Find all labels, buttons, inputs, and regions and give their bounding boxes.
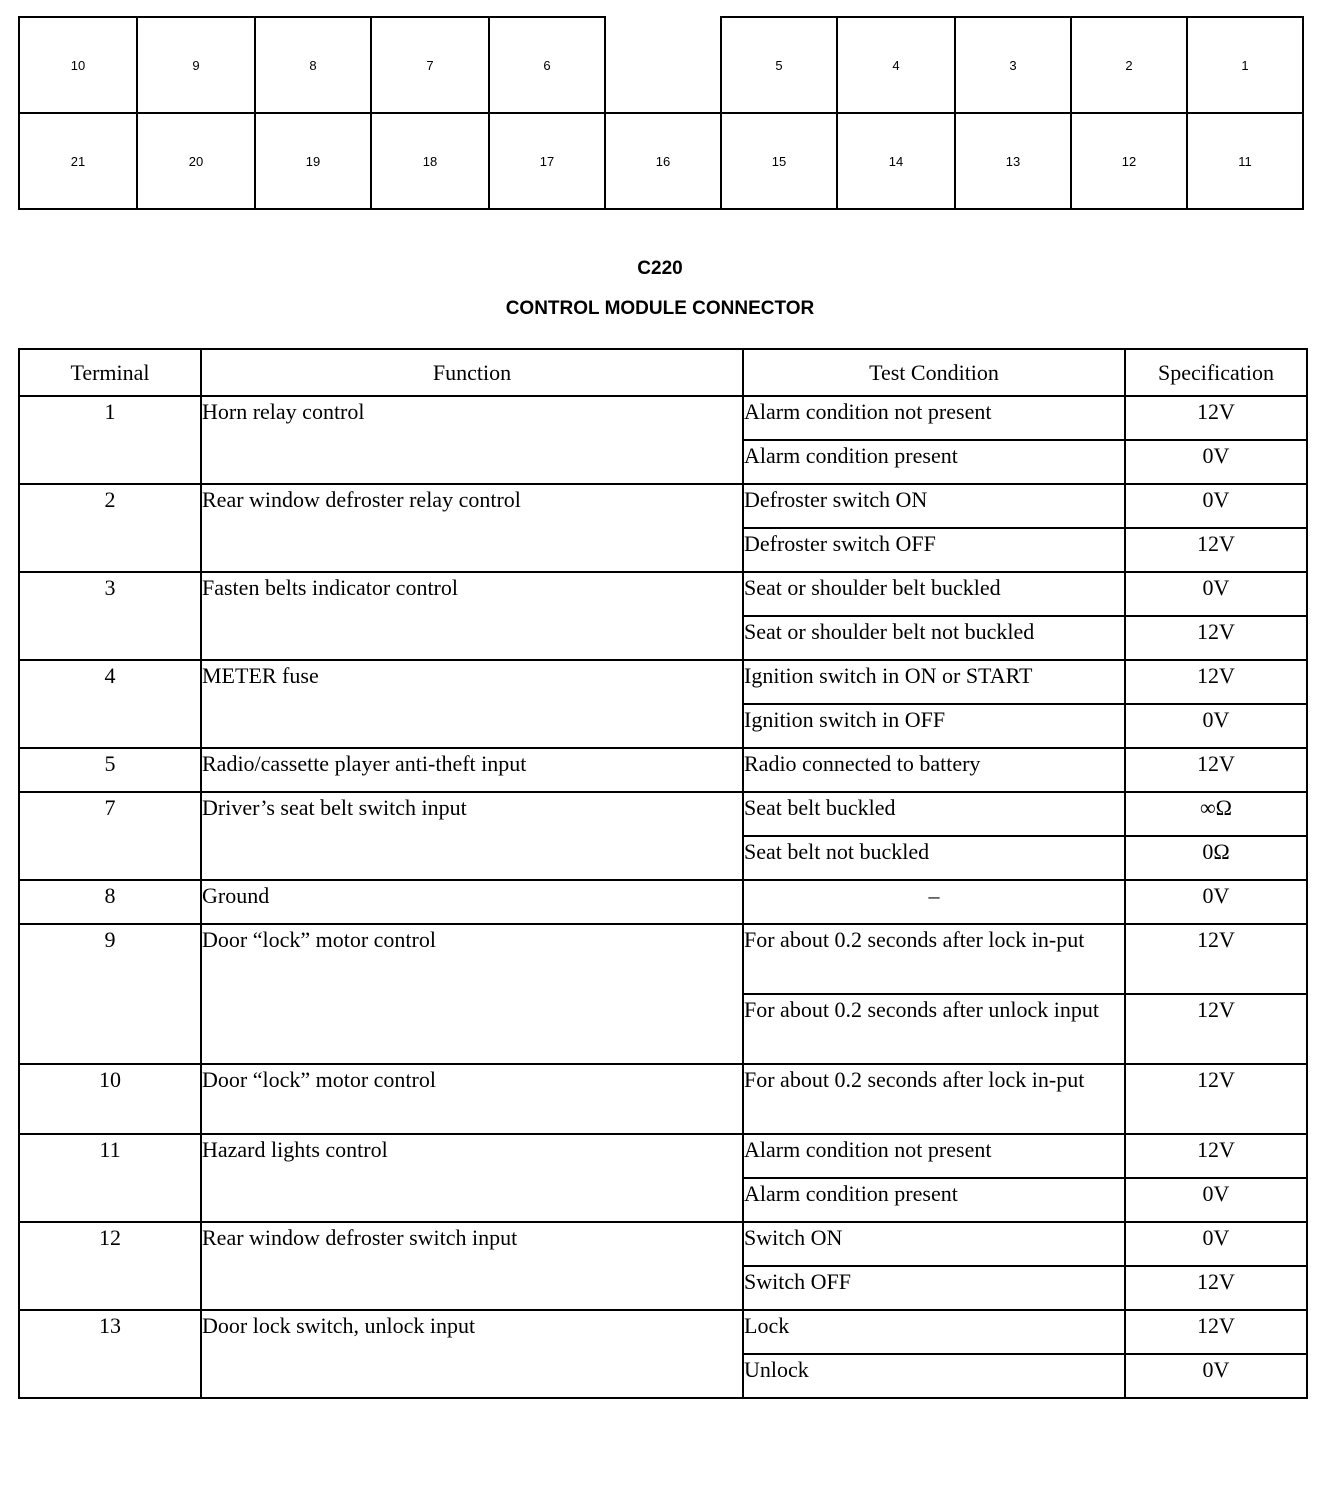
specification: 12V xyxy=(1125,1266,1307,1310)
connector-pin: 4 xyxy=(836,16,956,114)
terminal-function: Hazard lights control xyxy=(201,1134,743,1222)
table-row xyxy=(19,660,1307,704)
test-condition: Defroster switch ON xyxy=(743,484,1125,528)
table-row xyxy=(19,924,1307,994)
connector-pin: 7 xyxy=(370,16,490,114)
header-specification: Specification xyxy=(1125,349,1307,396)
test-condition: Alarm condition present xyxy=(743,440,1125,484)
specification: 0V xyxy=(1125,1354,1307,1398)
table-row xyxy=(19,572,1307,616)
terminal-function: Rear window defroster switch input xyxy=(201,1222,743,1310)
test-condition: – xyxy=(743,880,1125,924)
table-row xyxy=(19,1064,1307,1134)
connector-code: C220 xyxy=(637,258,683,279)
header-terminal: Terminal xyxy=(19,349,201,396)
test-condition: Seat belt not buckled xyxy=(743,836,1125,880)
test-condition: Alarm condition present xyxy=(743,1178,1125,1222)
header-test-condition: Test Condition xyxy=(743,349,1125,396)
connector-pin: 3 xyxy=(954,16,1072,114)
terminal-function: Door “lock” motor control xyxy=(201,924,743,1064)
specification: 12V xyxy=(1125,924,1307,994)
terminal-function: Ground xyxy=(201,880,743,924)
terminal-number: 13 xyxy=(19,1310,201,1398)
terminal-function: Radio/cassette player anti-theft input xyxy=(201,748,743,792)
test-condition: For about 0.2 seconds after lock in-put xyxy=(743,924,1125,994)
specification: 0V xyxy=(1125,1178,1307,1222)
connector-pin: 21 xyxy=(18,112,138,210)
specification: 0V xyxy=(1125,1222,1307,1266)
header-function: Function xyxy=(201,349,743,396)
terminal-number: 3 xyxy=(19,572,201,660)
terminal-number: 8 xyxy=(19,880,201,924)
specification: 0V xyxy=(1125,484,1307,528)
test-condition: Alarm condition not present xyxy=(743,1134,1125,1178)
terminal-function: Horn relay control xyxy=(201,396,743,484)
terminal-function: Door lock switch, unlock input xyxy=(201,1310,743,1398)
test-condition: Defroster switch OFF xyxy=(743,528,1125,572)
specification: 12V xyxy=(1125,616,1307,660)
connector-pin: 15 xyxy=(720,112,838,210)
connector-title: CONTROL MODULE CONNECTOR xyxy=(505,298,815,319)
connector-pin: 18 xyxy=(370,112,490,210)
table-header-row xyxy=(19,349,1307,396)
test-condition: Seat belt buckled xyxy=(743,792,1125,836)
table-row xyxy=(19,792,1307,836)
specification: 12V xyxy=(1125,994,1307,1064)
connector-diagram xyxy=(0,0,1344,220)
terminal-number: 10 xyxy=(19,1064,201,1134)
terminal-function: Fasten belts indicator control xyxy=(201,572,743,660)
table-row xyxy=(19,1310,1307,1354)
terminal-number: 5 xyxy=(19,748,201,792)
connector-pin: 5 xyxy=(720,16,838,114)
connector-pin: 17 xyxy=(488,112,606,210)
test-condition: Unlock xyxy=(743,1354,1125,1398)
test-condition: Ignition switch in OFF xyxy=(743,704,1125,748)
test-condition: Lock xyxy=(743,1310,1125,1354)
specification: ∞Ω xyxy=(1125,792,1307,836)
table-row xyxy=(19,880,1307,924)
connector-pin: 1 xyxy=(1186,16,1304,114)
table-row xyxy=(19,484,1307,528)
specification: 12V xyxy=(1125,748,1307,792)
specification: 12V xyxy=(1125,396,1307,440)
table-row xyxy=(19,1134,1307,1178)
terminal-function: Door “lock” motor control xyxy=(201,1064,743,1134)
connector-pin: 6 xyxy=(488,16,606,114)
test-condition: Radio connected to battery xyxy=(743,748,1125,792)
specification: 0V xyxy=(1125,704,1307,748)
terminal-number: 11 xyxy=(19,1134,201,1222)
connector-pin: 12 xyxy=(1070,112,1188,210)
terminal-spec-table xyxy=(18,348,1308,1399)
specification: 0V xyxy=(1125,440,1307,484)
connector-pin: 10 xyxy=(18,16,138,114)
terminal-number: 9 xyxy=(19,924,201,1064)
terminal-number: 2 xyxy=(19,484,201,572)
terminal-function: METER fuse xyxy=(201,660,743,748)
test-condition: Ignition switch in ON or START xyxy=(743,660,1125,704)
connector-pin: 9 xyxy=(136,16,256,114)
connector-pin: 20 xyxy=(136,112,256,210)
test-condition: Seat or shoulder belt not buckled xyxy=(743,616,1125,660)
test-condition: Seat or shoulder belt buckled xyxy=(743,572,1125,616)
test-condition: Alarm condition not present xyxy=(743,396,1125,440)
specification: 12V xyxy=(1125,1134,1307,1178)
test-condition: For about 0.2 seconds after unlock input xyxy=(743,994,1125,1064)
terminal-number: 4 xyxy=(19,660,201,748)
terminal-function: Rear window defroster relay control xyxy=(201,484,743,572)
connector-pin: 16 xyxy=(604,112,722,210)
connector-pin: 13 xyxy=(954,112,1072,210)
terminal-function: Driver’s seat belt switch input xyxy=(201,792,743,880)
terminal-number: 7 xyxy=(19,792,201,880)
specification: 0V xyxy=(1125,572,1307,616)
table-row xyxy=(19,1222,1307,1266)
connector-pin: 19 xyxy=(254,112,372,210)
specification: 12V xyxy=(1125,660,1307,704)
connector-pin: 8 xyxy=(254,16,372,114)
connector-pin: 2 xyxy=(1070,16,1188,114)
specification: 12V xyxy=(1125,528,1307,572)
specification: 12V xyxy=(1125,1310,1307,1354)
terminal-number: 1 xyxy=(19,396,201,484)
specification: 0Ω xyxy=(1125,836,1307,880)
test-condition: Switch OFF xyxy=(743,1266,1125,1310)
table-row xyxy=(19,748,1307,792)
test-condition: Switch ON xyxy=(743,1222,1125,1266)
connector-pin: 11 xyxy=(1186,112,1304,210)
specification: 12V xyxy=(1125,1064,1307,1134)
specification: 0V xyxy=(1125,880,1307,924)
terminal-number: 12 xyxy=(19,1222,201,1310)
table-row xyxy=(19,396,1307,440)
connector-pin: 14 xyxy=(836,112,956,210)
test-condition: For about 0.2 seconds after lock in-put xyxy=(743,1064,1125,1134)
